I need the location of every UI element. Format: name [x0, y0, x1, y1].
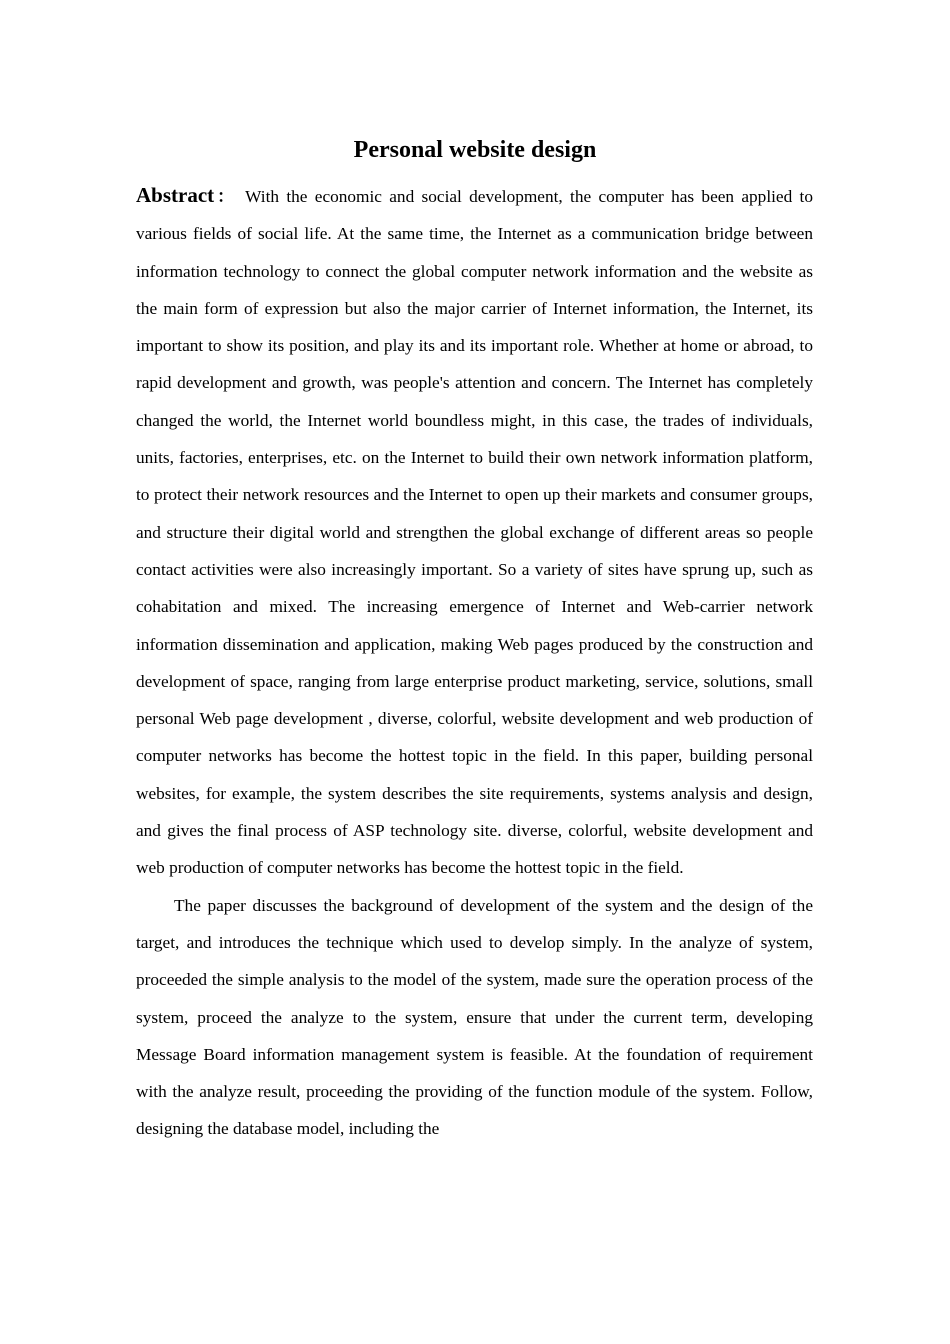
- abstract-label: Abstract: [136, 183, 215, 207]
- abstract-paragraph-1-text: With the economic and social development, the computer has been applied to various fields of social life. At the same time, the Internet as a communication bridge between information technology to connect the global computer network information and the website as the main form of expression but also the major carrier of Internet information, the Internet, its important to show its position, and play its and its important role. Whether at home or abroad, to rapid development and growth, was people's attention and concern. The Internet has completely changed the world, the Internet world boundless might, in this case, the trades of individuals, units, factories, enterprises, etc. on the Internet to build their own network information platform, to protect their network resources and the Internet to open up their markets and consumer groups, and structure their digital world and strengthen the global exchange of different areas so people contact activities were also increasingly important. So a variety of sites have sprung up, such as cohabitation and mixed. The increasing emergence of Internet and Web-carrier network information dissemination and application, making Web pages produced by the construction and development of space, ranging from large enterprise product marketing, service, solutions, small personal Web page development , diverse, colorful, website development and web production of computer networks has become the hottest topic in the field. In this paper, building personal websites, for example, the system describes the site requirements, systems analysis and design, and gives the final process of ASP technology site. diverse, colorful, website development and web production of computer networks has become the hottest topic in the field.: [136, 187, 813, 878]
- abstract-paragraph-1: [136, 177, 813, 887]
- abstract-paragraph-2: The paper discusses the background of development of the system and the design of the target, and introduces the technique which used to develop simply. In the analyze of system, proceeded the simple analysis to the model of the system, made sure the operation process of the system, proceed the analyze to the system, ensure that under the current term, developing Message Board information management system is feasible. At the foundation of requirement with the analyze result, proceeding the providing of the function module of the system. Follow, designing the database model, including the: [136, 895, 813, 1139]
- abstract-colon: ：: [214, 187, 238, 206]
- abstract-body: [136, 177, 813, 1148]
- document-title: Personal website design: [353, 137, 597, 163]
